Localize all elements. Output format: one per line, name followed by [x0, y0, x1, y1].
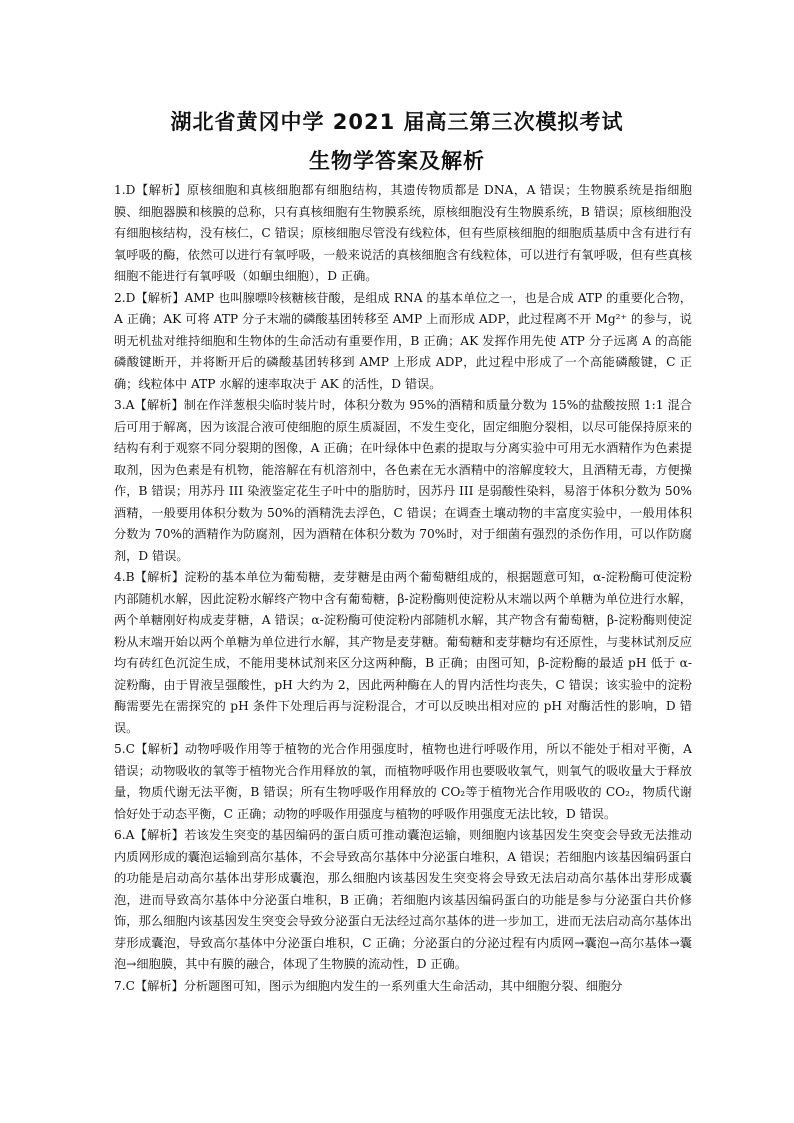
document-title: 湖北省黄冈中学 2021 届高三第三次模拟考试 [170, 110, 624, 134]
answer-paragraph-2: 2.D【解析】AMP 也叫腺嘌呤核糖核苷酸，是组成 RNA 的基本单位之一，也是合成 ATP 的重要化合物，A 正确；AK 可将 ATP 分子末端的磷酸基团转移至 AMP 上而形成 ADP，此过程离不开 Mg²⁺ 的参与，说明无机盐对维持细胞和生物体的生命活动有重要作用，B 正确；AK 发挥作用先使 ATP 分子远离 A 的高能磷酸键断开，并将断开后的磷酸基团转移到 AMP 上形成 ADP，此过程中形成了一个高能磷酸键，C 正确；线粒体中 ATP 水解的速率取决于 AK 的活性，D 错误。 [114, 290, 692, 391]
answer-paragraph-4: 4.B【解析】淀粉的基本单位为葡萄糖，麦芽糖是由两个葡萄糖组成的，根据题意可知，α-淀粉酶可使淀粉内部随机水解，因此淀粉水解终产物中含有葡萄糖，β-淀粉酶则使淀粉从末端以两个单糖为单位进行水解，两个单糖刚好构成麦芽糖，A 错误；α-淀粉酶可使淀粉内部随机水解，其产物含有葡萄糖，β-淀粉酶则使淀粉从末端开始以两个单糖为单位进行水解，其产物是麦芽糖。葡萄糖和麦芽糖均有还原性，与斐林试剂反应均有砖红色沉淀生成，不能用斐林试剂来区分这两种酶，B 正确；由图可知，β-淀粉酶的最适 pH 低于 α-淀粉酶，由于胃液呈强酸性，pH 大约为 2，因此两种酶在人的胃内活性均丧失，C 错误；该实验中的淀粉酶需要先在需探究的 pH 条件下处理后再与淀粉混合，才可以反映出相对应的 pH 对酶活性的影响，D 错误。 [114, 570, 692, 735]
answer-paragraph-6: 6.A【解析】若该发生突变的基因编码的蛋白质可推动囊泡运输，则细胞内该基因发生突变会导致无法推动内质网形成的囊泡运输到高尔基体，不会导致高尔基体中分泌蛋白堆积，A 错误；若细胞内该基因编码蛋白的功能是启动高尔基体出芽形成囊泡，那么细胞内该基因发生突变将会导致无法启动高尔基体出芽形成囊泡，进而导致高尔基体中分泌蛋白堆积，B 正确；若细胞内该基因编码蛋白的功能是参与分泌蛋白共价修饰，那么细胞内该基因发生突变会导致分泌蛋白无法经过高尔基体的进一步加工，进而无法启动高尔基体出芽形成囊泡，导致高尔基体中分泌蛋白堆积，C 正确；分泌蛋白的分泌过程有内质网→囊泡→高尔基体→囊泡→细胞膜，其中有膜的融合，体现了生物膜的流动性，D 正确。 [114, 828, 692, 971]
answer-paragraph-1: 1.D【解析】原核细胞和真核细胞都有细胞结构，其遗传物质都是 DNA，A 错误；生物膜系统是指细胞膜、细胞器膜和核膜的总称，只有真核细胞有生物膜系统，原核细胞没有生物膜系统，B 错误；原核细胞没有细胞核结构，没有核仁，C 错误；原核细胞尽管没有线粒体，但有些原核细胞的细胞质基质中含有进行有氧呼吸的酶，依然可以进行有氧呼吸，一般来说活的真核细胞含有线粒体，可以进行有氧呼吸，但有些真核细胞不能进行有氧呼吸（如蛔虫细胞），D 正确。 [114, 183, 692, 283]
answer-paragraph-3: 3.A【解析】制在作洋葱根尖临时装片时，体积分数为 95%的酒精和质量分数为 15%的盐酸按照 1:1 混合后可用于解离，因为该混合液可使细胞的原生质凝固，不发生变化，固定细胞分裂相，以尽可能保持原来的结构有利于观察不同分裂期的图像，A 正确；在叶绿体中色素的提取与分离实验中可用无水酒精作为色素提取剂，因为色素是有机物，能溶解在有机溶剂中，各色素在无水酒精中的溶解度较大，且酒精无毒，方便操作，B 错误；用苏丹 III 染液鉴定花生子叶中的脂肪时，因苏丹 III 是弱酸性染料，易溶于体积分数为 50%酒精，一般要用体积分数为 50%的酒精洗去浮色，C 错误；在调查土壤动物的丰富度实验中，一般用体积分数为 70%的酒精作为防腐剂，因为酒精在体积分数为 70%时，对于细菌有强烈的杀伤作用，可以作防腐剂，D 错误。 [114, 398, 692, 563]
answer-paragraph-5: 5.C【解析】动物呼吸作用等于植物的光合作用强度时，植物也进行呼吸作用，所以不能处于相对平衡，A 错误；动物吸收的氧等于植物光合作用释放的氧，而植物呼吸作用也要吸收氧气，则氧气的吸收量大于释放量，物质代谢无法平衡，B 错误；所有生物呼吸作用释放的 CO₂等于植物光合作用吸收的 CO₂，物质代谢恰好处于动态平衡，C 正确；动物的呼吸作用强度与植物的呼吸作用强度无法比较，D 错误。 [114, 742, 692, 821]
answer-paragraph-7: 7.C【解析】分析题图可知，图示为细胞内发生的一系列重大生命活动，其中细胞分裂、细胞分 [114, 978, 623, 993]
answer-content [114, 180, 692, 997]
document-subtitle: 生物学答案及解析 [309, 149, 485, 173]
